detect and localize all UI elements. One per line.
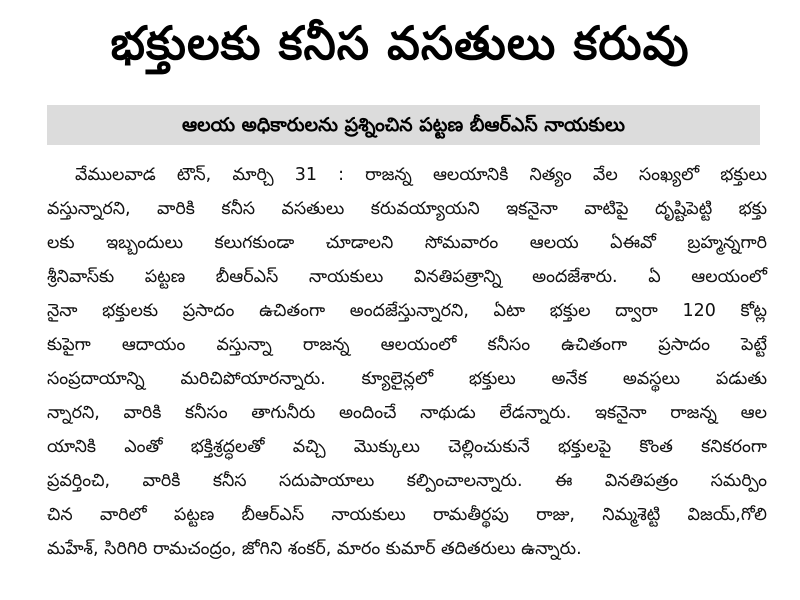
article-body <box>47 158 767 566</box>
body-line: శ్రీనివాస్‌కు పట్టణ బీఆర్ఎస్ నాయకులు వినతిపత్రాన్ని అందజేశారు. ఏ ఆలయంలో <box>47 267 767 287</box>
subheadline: ఆలయ అధికారులను ప్రశ్నించిన పట్టణ బీఆర్‌ఎస్ నాయకులు <box>181 114 626 136</box>
body-line: వస్తున్నారని, వారికి కనీస వసతులు కరువయ్యాయని ఇకనైనా వాటిపై దృష్టిపెట్టి భక్తు <box>47 199 767 219</box>
body-line: ప్రవర్తించి, వారికి కనీస సదుపాయాలు కల్పించాలన్నారు. ఈ వినతిపత్రం సమర్పిం <box>47 471 767 491</box>
subheadline-bar <box>47 105 760 145</box>
body-line: యానికి ఎంతో భక్తిశ్రద్ధలతో వచ్చి మొక్కులు చెల్లించుకునే భక్తులపై కొంత కనికరంగా <box>47 437 767 457</box>
body-line: మహేశ్, సిరిగిరి రామచంద్రం, జోగిని శంకర్, మారం కుమార్ తదితరులు ఉన్నారు. <box>47 539 582 559</box>
body-line: కుపైగా ఆదాయం వస్తున్నా రాజన్న ఆలయంలో కనీసం ఉచితంగా ప్రసాదం పెట్టే <box>47 335 767 355</box>
body-line: నైనా భక్తులకు ప్రసాదం ఉచితంగా అందజేస్తున్నారని, ఏటా భక్తుల ద్వారా 120 కోట్ల <box>47 301 767 321</box>
body-line: లకు ఇబ్బందులు కలుగకుండా చూడాలని సోమవారం ఆలయ ఏఈవో బ్రహ్మన్నగారి <box>47 233 767 253</box>
headline: భక్తులకు కనీస వసతులు కరువు <box>110 16 690 70</box>
body-line: చిన వారిలో పట్టణ బీఆర్ఎస్ నాయకులు రామతీర్థపు రాజు, నిమ్మశెట్టి విజయ్,గోలి <box>47 505 767 525</box>
body-line: సంప్రదాయాన్ని మరిచిపోయారన్నారు. క్యూలైన్లలో భక్తులు అనేక అవస్థలు పడుతు <box>47 369 767 389</box>
body-line: న్నారని, వారికి కనీసం తాగునీరు అందించే నాథుడు లేడన్నారు. ఇకనైనా రాజన్న ఆల <box>47 403 767 423</box>
body-line: వేములవాడ టౌన్, మార్చి 31 : రాజన్న ఆలయానికి నిత్యం వేల సంఖ్యలో భక్తులు <box>75 165 767 185</box>
